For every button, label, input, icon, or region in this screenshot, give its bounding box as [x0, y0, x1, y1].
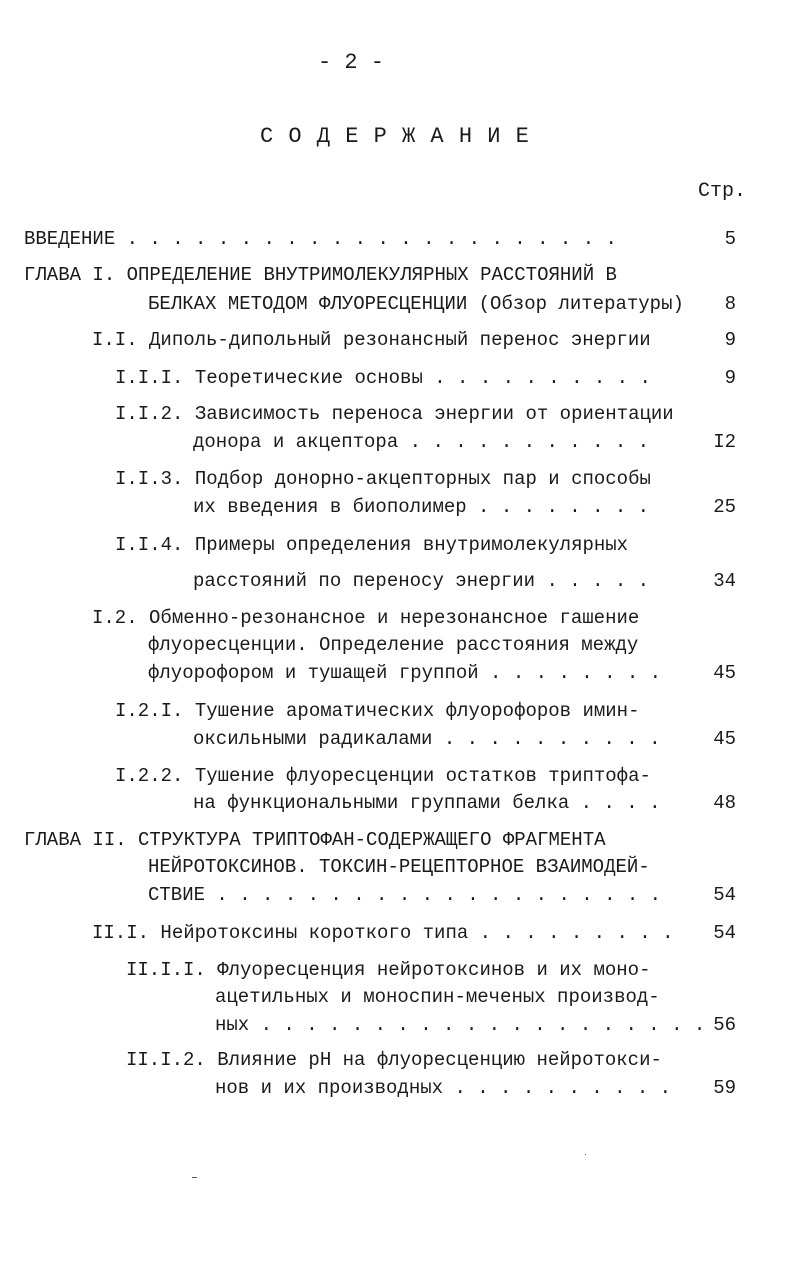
toc-page-ref: 5: [724, 228, 736, 250]
toc-line-text: I.I.2. Зависимость переноса энергии от ориентации: [115, 403, 674, 425]
toc-line-text: нов и их производных . . . . . . . . . .: [215, 1077, 672, 1099]
toc-line-text: ацетильных и моноспин-меченых производ-: [215, 986, 660, 1008]
toc-line-text: их введения в биополимер . . . . . . . .: [193, 496, 650, 518]
toc-line-text: I.I.4. Примеры определения внутримолекулярных: [115, 534, 629, 556]
toc-page-ref: 59: [713, 1077, 736, 1099]
toc-line-text: II.I. Нейротоксины короткого типа . . . . . . . . .: [92, 922, 674, 944]
toc-line-text: СТВИЕ . . . . . . . . . . . . . . . . . . . .: [148, 884, 662, 906]
page-number: - 2 -: [318, 50, 385, 75]
toc-line-text: флуоресценции. Определение расстояния между: [148, 634, 639, 656]
toc-page-ref: 9: [724, 329, 736, 351]
page-column-label: Стр.: [698, 180, 747, 203]
toc-line-text: I.I. Диполь-дипольный резонансный перенос энергии: [92, 329, 651, 351]
scan-speck: [585, 1154, 586, 1155]
toc-line-text: расстояний по переносу энергии . . . . .: [193, 570, 650, 592]
toc-page-ref: I2: [713, 431, 736, 453]
toc-line-text: ных . . . . . . . . . . . . . . . . . . . .: [215, 1014, 706, 1036]
toc-line-text: БЕЛКАХ МЕТОДОМ ФЛУОРЕСЦЕНЦИИ (Обзор литературы): [148, 293, 684, 315]
toc-line-text: ГЛАВА I. ОПРЕДЕЛЕНИЕ ВНУТРИМОЛЕКУЛЯРНЫХ РАССТОЯНИЙ В: [24, 264, 617, 286]
toc-page-ref: 25: [713, 496, 736, 518]
toc-page-ref: 48: [713, 792, 736, 814]
toc-line-text: II.I.I. Флуоресценция нейротоксинов и их моно-: [126, 959, 651, 981]
toc-line-text: на функциональными группами белка . . . .: [193, 792, 661, 814]
toc-line-text: I.2. Обменно-резонансное и нерезонансное гашение: [92, 607, 640, 629]
toc-page-ref: 56: [713, 1014, 736, 1036]
toc-line-text: флуорофором и тушащей группой . . . . . . . .: [148, 662, 662, 684]
toc-page-ref: 8: [724, 293, 736, 315]
toc-line-text: донора и акцептора . . . . . . . . . . .: [193, 431, 650, 453]
toc-page-ref: 54: [713, 884, 736, 906]
toc-page-ref: 45: [713, 662, 736, 684]
contents-heading: С О Д Е Р Ж А Н И Е: [260, 124, 530, 149]
toc-page-ref: 34: [713, 570, 736, 592]
toc-line-text: ГЛАВА II. СТРУКТУРА ТРИПТОФАН-СОДЕРЖАЩЕГО ФРАГМЕНТА: [24, 829, 606, 851]
toc-line-text: ВВЕДЕНИЕ . . . . . . . . . . . . . . . . . . . . . .: [24, 228, 617, 250]
toc-line-text: I.2.I. Тушение ароматических флуорофоров имин-: [115, 700, 640, 722]
toc-line-text: I.I.3. Подбор донорно-акцепторных пар и способы: [115, 468, 651, 490]
toc-page-ref: 45: [713, 728, 736, 750]
toc-page-ref: 9: [724, 367, 736, 389]
scan-speck: [192, 1177, 197, 1178]
toc-line-text: НЕЙРОТОКСИНОВ. ТОКСИН-РЕЦЕПТОРНОЕ ВЗАИМОДЕЙ-: [148, 856, 650, 878]
toc-line-text: I.I.I. Теоретические основы . . . . . . . . . .: [115, 367, 651, 389]
toc-line-text: II.I.2. Влияние рН на флуоресценцию нейротокси-: [126, 1049, 662, 1071]
toc-page-ref: 54: [713, 922, 736, 944]
toc-line-text: оксильными радикалами . . . . . . . . . .: [193, 728, 661, 750]
toc-line-text: I.2.2. Тушение флуоресценции остатков триптофа-: [115, 765, 651, 787]
